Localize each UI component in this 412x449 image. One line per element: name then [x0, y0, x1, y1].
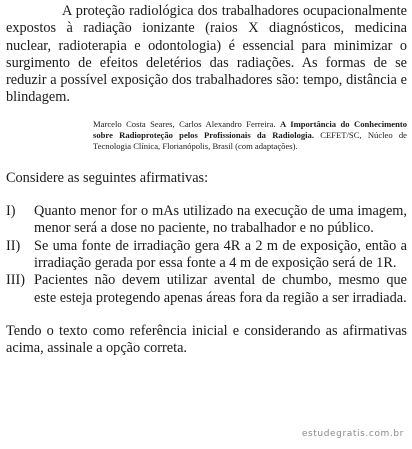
intro-paragraph: A proteção radiológica dos trabalhadores ocupacionalmente expostos à radiação ionizante (raios X diagnósticos, medicina nuclear, radioterapia e odontologia) é essencial para minimizar o surgimento de efeitos deletérios das radiações. As formas de se reduzir a possível exposição dos trabalhadores são: tempo, distância e blindagem. [6, 3, 407, 106]
statement-item [6, 238, 407, 273]
citation-source: CEFET/SC, Núcleo de Tecnologia Clínica, Florianópolis, Brasil (com adaptações). [93, 129, 407, 151]
question-page [6, 3, 407, 357]
statement-text: Pacientes não devem utilizar avental de chumbo, mesmo que este esteja protegendo apenas áreas fora da região a ser irradiada. [34, 272, 407, 306]
statements-prompt: Considere as seguintes afirmativas: [6, 169, 209, 186]
citation [93, 119, 407, 152]
statement-numeral: III) [6, 272, 26, 289]
statement-item [6, 203, 407, 238]
statement-numeral: II) [6, 237, 21, 254]
citation-authors: Marcelo Costa Seares, Carlos Alexandro Ferreira. [93, 118, 276, 129]
citation-title: A Importância do Conhecimento sobre Radioproteção pelos Profissionais da Radiologia. [93, 118, 408, 140]
statement-numeral: I) [6, 203, 16, 220]
statement-text: Quanto menor for o mAs utilizado na execução de uma imagem, menor será a dose no paciente, no trabalhador e no público. [34, 203, 407, 237]
statements-list [6, 203, 407, 307]
site-watermark: estudegratis.com.br [301, 429, 404, 439]
statement-text: Se uma fonte de irradiação gera 4R a 2 m de exposição, então a irradiação gerada por essa fonte a 4 m de exposição será de 1R. [34, 237, 407, 271]
statement-item [6, 272, 407, 307]
closing-instruction: Tendo o texto como referência inicial e considerando as afirmativas acima, assinale a opção correta. [6, 322, 407, 357]
